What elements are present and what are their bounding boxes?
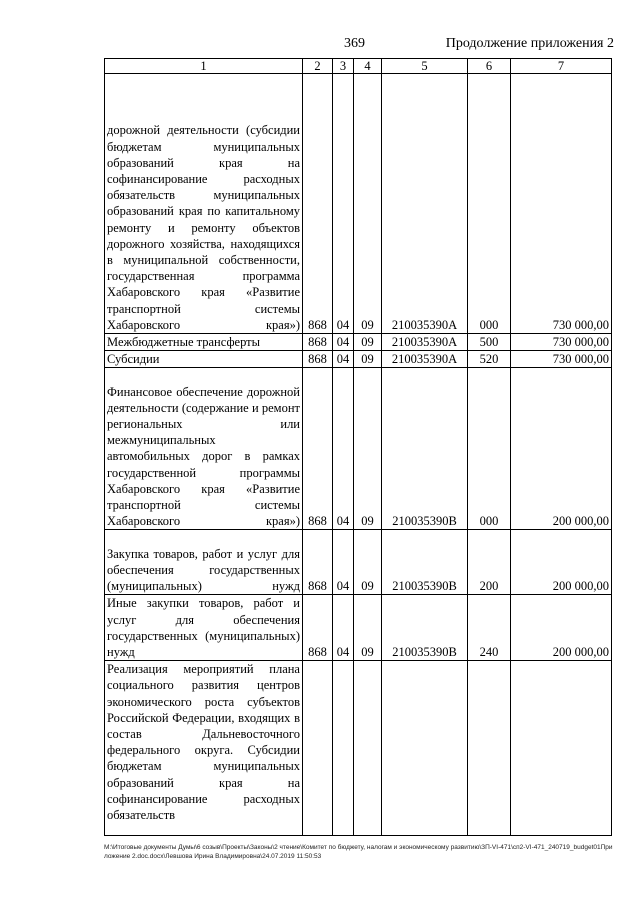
column-header: 3 [333, 59, 354, 74]
row-description: Субсидии [105, 351, 303, 368]
cell-target-article: 210035390А [382, 334, 468, 351]
cell-ministry: 868 [303, 368, 333, 530]
cell-section: 04 [333, 530, 354, 595]
cell-amount [511, 661, 612, 836]
running-title: Продолжение приложения 2 [445, 36, 614, 51]
table-row [105, 334, 612, 351]
cell-expense-type: 000 [468, 74, 511, 334]
cell-ministry: 868 [303, 351, 333, 368]
column-header: 5 [382, 59, 468, 74]
document-path-footer: М:\Итоговые документы Думы\6 созыв\Проекты\Законы\2 чтение\Комитет по бюджету, налогам и экономическому развитию\ЗП-VI-471\сп2-VI-471_240719_budget01Приложение 2.doc.docx\Левшова Ирина Владимировна\24.07.2019 11:50:53 [104, 844, 613, 860]
cell-ministry: 868 [303, 334, 333, 351]
cell-target-article [382, 661, 468, 836]
cell-amount: 200 000,00 [511, 530, 612, 595]
cell-expense-type: 520 [468, 351, 511, 368]
cell-amount: 200 000,00 [511, 595, 612, 661]
cell-ministry: 868 [303, 595, 333, 661]
cell-target-article: 210035390В [382, 595, 468, 661]
cell-ministry [303, 661, 333, 836]
cell-amount: 730 000,00 [511, 351, 612, 368]
budget-table [104, 58, 612, 836]
column-header: 2 [303, 59, 333, 74]
table-row [105, 530, 612, 595]
page-number: 369 [344, 36, 365, 51]
cell-ministry: 868 [303, 530, 333, 595]
table-header-row [105, 59, 612, 74]
cell-expense-type: 200 [468, 530, 511, 595]
cell-section: 04 [333, 74, 354, 334]
cell-section: 04 [333, 368, 354, 530]
cell-section [333, 661, 354, 836]
cell-target-article: 210035390А [382, 74, 468, 334]
column-header: 6 [468, 59, 511, 74]
column-header: 7 [511, 59, 612, 74]
cell-expense-type [468, 661, 511, 836]
cell-amount: 200 000,00 [511, 368, 612, 530]
cell-subsection: 09 [354, 368, 382, 530]
cell-expense-type: 500 [468, 334, 511, 351]
cell-subsection: 09 [354, 74, 382, 334]
cell-amount: 730 000,00 [511, 74, 612, 334]
table-row [105, 595, 612, 661]
table-row [105, 368, 612, 530]
row-description: дорожной деятельности (субсидии бюджетам муниципальных образований края на софинансирование расходных обязательств муниципальных образований края по капитальному ремонту и ремонту объектов дорожного хозяйства, находящихся в муниципальной собственности, государственная программа Хабаровского края «Развитие транспортной системы Хабаровского края») [105, 74, 303, 334]
cell-section: 04 [333, 595, 354, 661]
row-description: Межбюджетные трансферты [105, 334, 303, 351]
cell-target-article: 210035390А [382, 351, 468, 368]
cell-subsection: 09 [354, 351, 382, 368]
table-row [105, 661, 612, 836]
cell-ministry: 868 [303, 74, 333, 334]
table-row [105, 74, 612, 334]
row-description: Реализация мероприятий плана социального развития центров экономического роста субъектов Российской Федерации, входящих в состав Дальневосточного федерального округа. Субсидии бюджетам муниципальных образований края на софинансирование расходных обязательств [105, 661, 303, 836]
column-header: 1 [105, 59, 303, 74]
cell-subsection [354, 661, 382, 836]
cell-amount: 730 000,00 [511, 334, 612, 351]
cell-section: 04 [333, 334, 354, 351]
cell-section: 04 [333, 351, 354, 368]
cell-subsection: 09 [354, 530, 382, 595]
row-description: Иные закупки товаров, работ и услуг для обеспечения государственных (муниципальных) нужд [105, 595, 303, 661]
cell-subsection: 09 [354, 334, 382, 351]
cell-expense-type: 240 [468, 595, 511, 661]
row-description: Закупка товаров, работ и услуг для обеспечения государственных (муниципальных) нужд [105, 530, 303, 595]
cell-target-article: 210035390В [382, 530, 468, 595]
cell-target-article: 210035390В [382, 368, 468, 530]
cell-subsection: 09 [354, 595, 382, 661]
column-header: 4 [354, 59, 382, 74]
cell-expense-type: 000 [468, 368, 511, 530]
table-row [105, 351, 612, 368]
row-description: Финансовое обеспечение дорожной деятельности (содержание и ремонт региональных или межмуниципальных автомобильных дорог в рамках государственной программы Хабаровского края «Развитие транспортной системы Хабаровского края») [105, 368, 303, 530]
